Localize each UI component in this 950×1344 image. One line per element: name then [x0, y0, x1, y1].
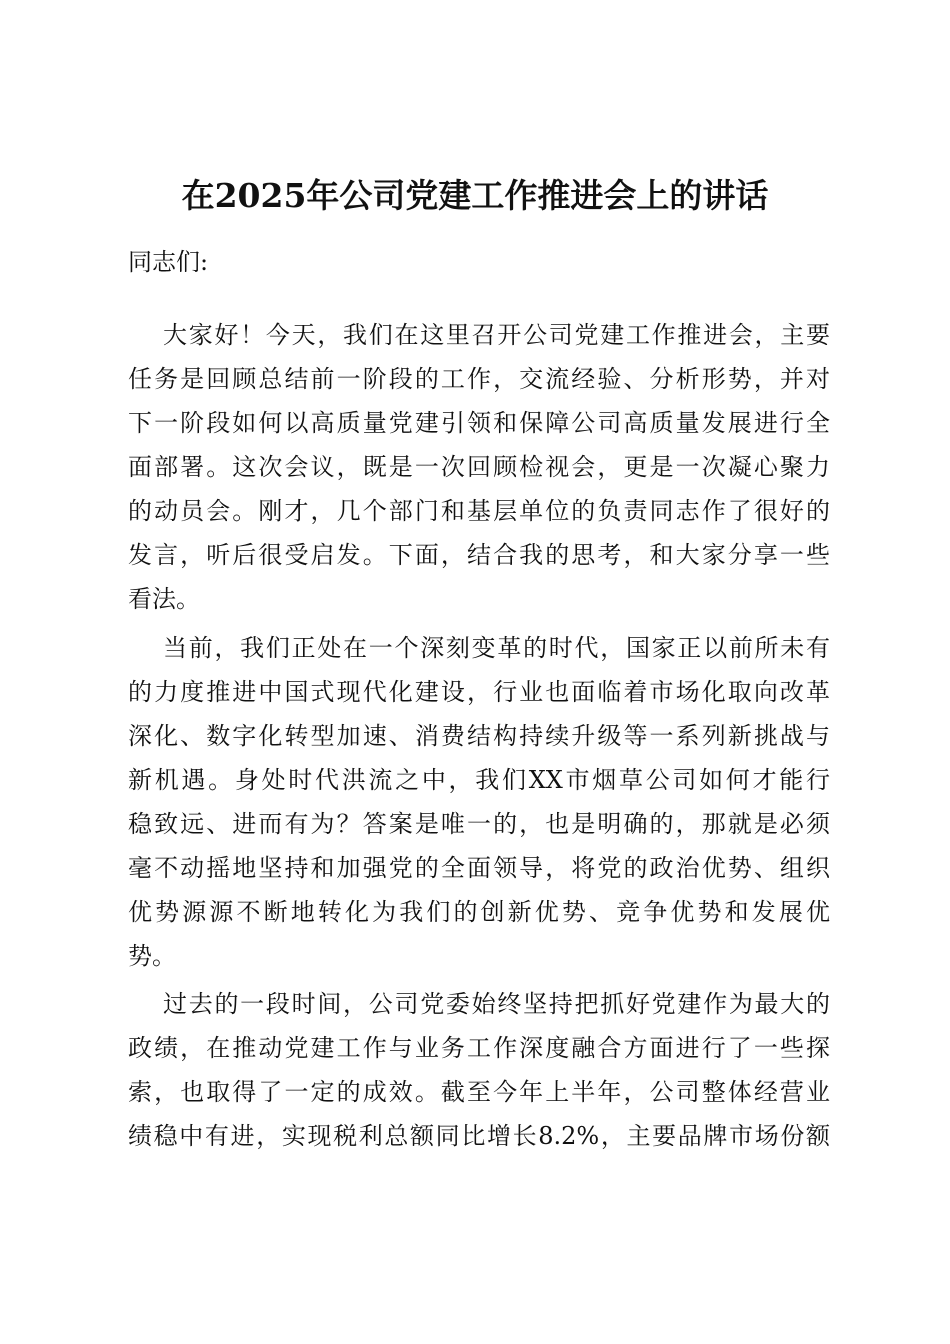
paragraph-1-line: 大家好！今天，我们在这里召开公司党建工作推进会，主要 — [163, 321, 830, 349]
paragraph-1-line: 的动员会。刚才，几个部门和基层单位的负责同志作了很好的 — [128, 497, 830, 525]
paragraph-3-line: 索，也取得了一定的成效。截至今年上半年，公司整体经营业 — [128, 1078, 830, 1106]
paragraph-1-line: 面部署。这次会议，既是一次回顾检视会，更是一次凝心聚力 — [128, 453, 830, 481]
paragraph-2-line: 的力度推进中国式现代化建设，行业也面临着市场化取向改革 — [128, 678, 830, 706]
paragraph-3-line: 绩稳中有进，实现税利总额同比增长8.2%，主要品牌市场份额 — [128, 1122, 830, 1150]
paragraph-2-line: 新机遇。身处时代洪流之中，我们XX市烟草公司如何才能行 — [128, 766, 830, 794]
paragraph-2-line: 势。 — [128, 942, 176, 970]
paragraph-2-line: 毫不动摇地坚持和加强党的全面领导，将党的政治优势、组织 — [128, 854, 830, 882]
salutation: 同志们: — [128, 248, 209, 276]
paragraph-1-line: 任务是回顾总结前一阶段的工作，交流经验、分析形势，并对 — [128, 365, 830, 393]
paragraph-2-line: 优势源源不断地转化为我们的创新优势、竞争优势和发展优 — [128, 898, 830, 926]
document-title: 在2025年公司党建工作推进会上的讲话 — [181, 176, 769, 215]
paragraph-2-line: 当前，我们正处在一个深刻变革的时代，国家正以前所未有 — [163, 634, 830, 662]
paragraph-2-line: 深化、数字化转型加速、消费结构持续升级等一系列新挑战与 — [128, 722, 830, 750]
paragraph-1-line: 下一阶段如何以高质量党建引领和保障公司高质量发展进行全 — [128, 409, 830, 437]
paragraph-3-line: 政绩，在推动党建工作与业务工作深度融合方面进行了一些探 — [128, 1034, 830, 1062]
paragraph-1-line: 发言，听后很受启发。下面，结合我的思考，和大家分享一些 — [128, 541, 830, 569]
paragraph-2-line: 稳致远、进而有为？答案是唯一的，也是明确的，那就是必须 — [128, 810, 830, 838]
paragraph-3-line: 过去的一段时间，公司党委始终坚持把抓好党建作为最大的 — [163, 990, 830, 1018]
paragraph-1-line: 看法。 — [128, 585, 200, 613]
